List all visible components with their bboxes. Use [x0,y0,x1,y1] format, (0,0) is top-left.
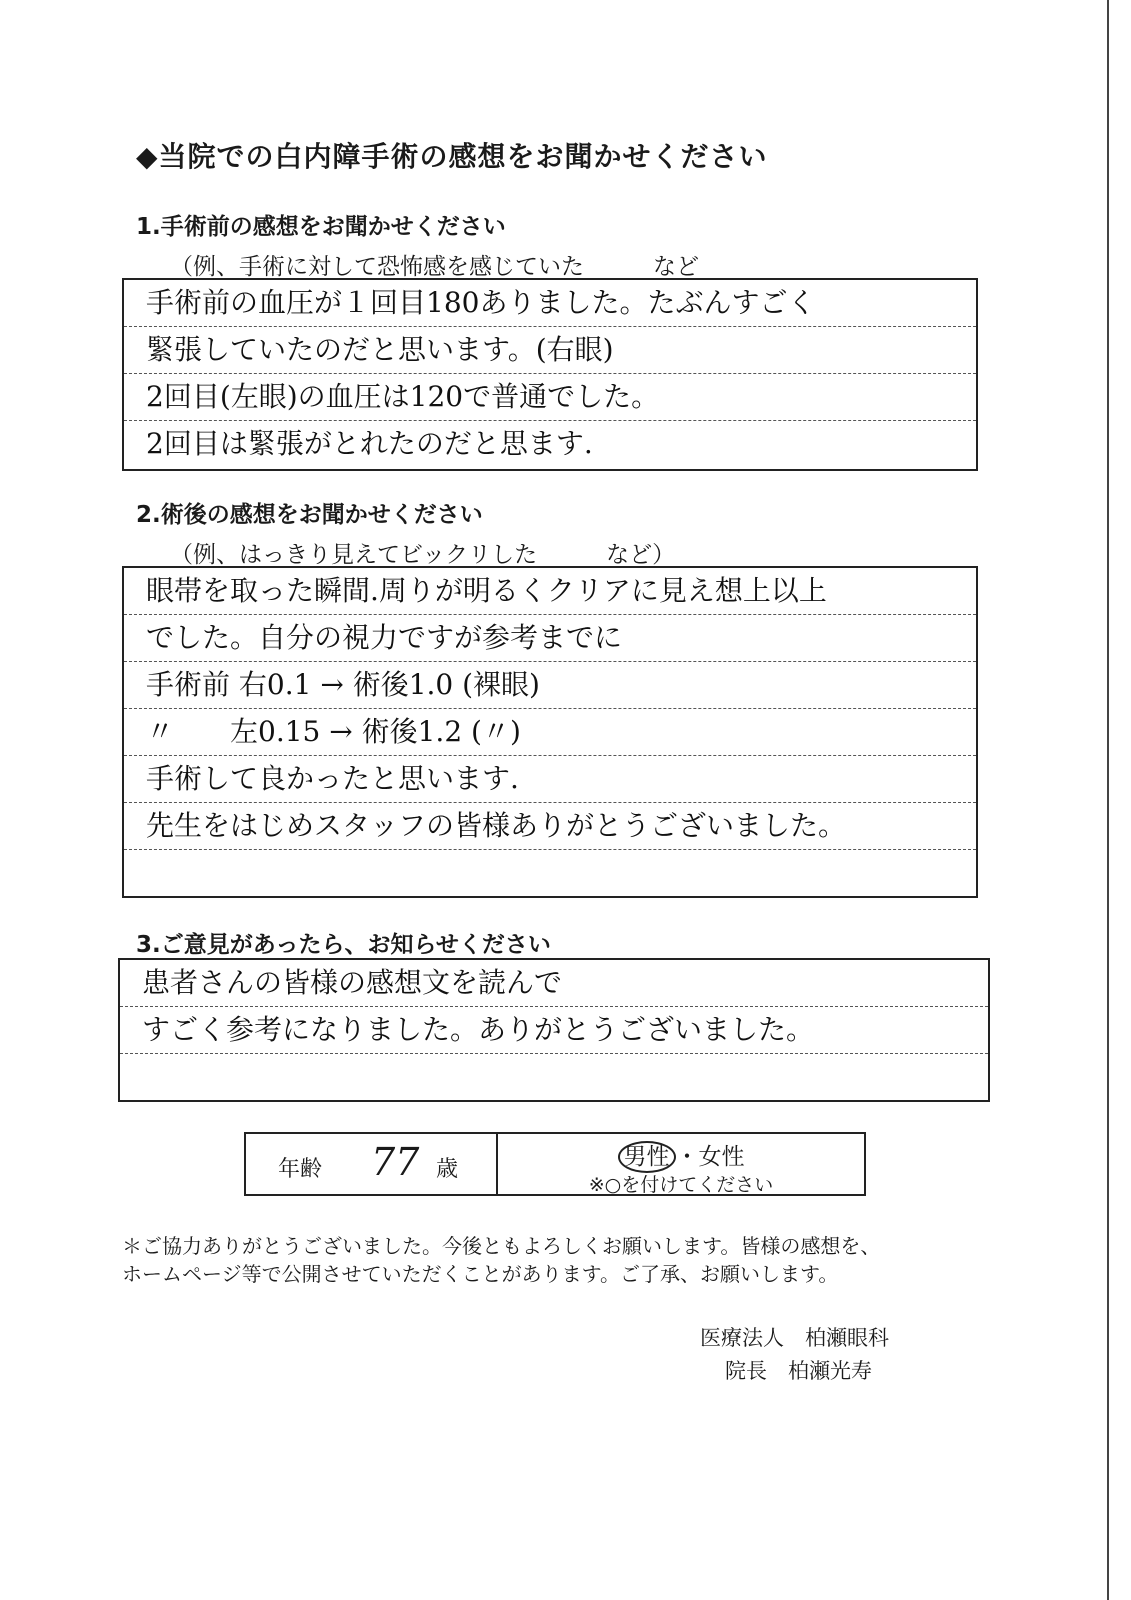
closing-line-1: ＊ご協力ありがとうございました。今後ともよろしくお願いします。皆様の感想を、 [122,1234,881,1258]
question-2: 2.術後の感想をお聞かせください [136,502,483,528]
answer-2-line: 先生をはじめスタッフの皆様ありがとうございました。 [124,803,976,850]
gender-separator: ・ [675,1144,699,1170]
answer-box-3 [118,958,990,1102]
age-label: 年齢 [278,1157,323,1182]
gender-cell [498,1134,864,1194]
gender-male-circled: 男性 [618,1141,676,1173]
answer-box-1 [122,278,978,471]
example-2: （例、はっきり見えてビックリした など） [170,542,676,568]
form-title: ◆当院での白内障手術の感想をお聞かせください [136,140,768,173]
gender-female: 女性 [698,1144,745,1170]
clinic-name: 医療法人 柏瀬眼科 [700,1326,889,1350]
question-3: 3.ご意見があったら、お知らせください [136,932,551,958]
page-edge-line [1107,0,1109,1600]
age-gender-box [244,1132,866,1196]
answer-box-2 [122,566,978,898]
age-unit: 歳 [436,1157,459,1182]
gender-note: ※○を付けてください [588,1174,774,1196]
answer-3-line [120,1054,988,1101]
closing-message [122,1232,880,1288]
answer-2-line: 〃 左0.15 → 術後1.2 (〃) [124,709,976,756]
answer-2-line: でした。自分の視力ですが参考までに [124,615,976,662]
answer-1-line: 2回目は緊張がとれたのだと思ます. [146,427,593,460]
director-name: 院長 柏瀬光寿 [725,1359,872,1383]
gender-options [498,1138,864,1173]
closing-line-2: ホームページ等で公開させていただくことがあります。ご了承、お願いします。 [122,1262,839,1286]
question-1: 1.手術前の感想をお聞かせください [136,214,506,240]
answer-3-line: 患者さんの皆様の感想文を読んで [120,960,988,1007]
answer-1-line: 2回目(左眼)の血圧は120で普通でした。 [124,374,976,421]
answer-2-line: 眼帯を取った瞬間.周りが明るくクリアに見え想上以上 [124,568,976,615]
age-cell [246,1134,498,1194]
age-value: 77 [371,1140,420,1184]
answer-1-line: 緊張していたのだと思います。(右眼) [124,327,976,374]
answer-3-line: すごく参考になりました。ありがとうございました。 [120,1007,988,1054]
example-1: （例、手術に対して恐怖感を感じていた など [170,254,699,280]
answer-2-line [124,850,976,897]
answer-2-line: 手術前 右0.1 → 術後1.0 (裸眼) [124,662,976,709]
answer-2-line: 手術して良かったと思います. [124,756,976,803]
answer-1-line: 手術前の血圧が１回目180ありました。たぶんすごく [124,280,976,327]
